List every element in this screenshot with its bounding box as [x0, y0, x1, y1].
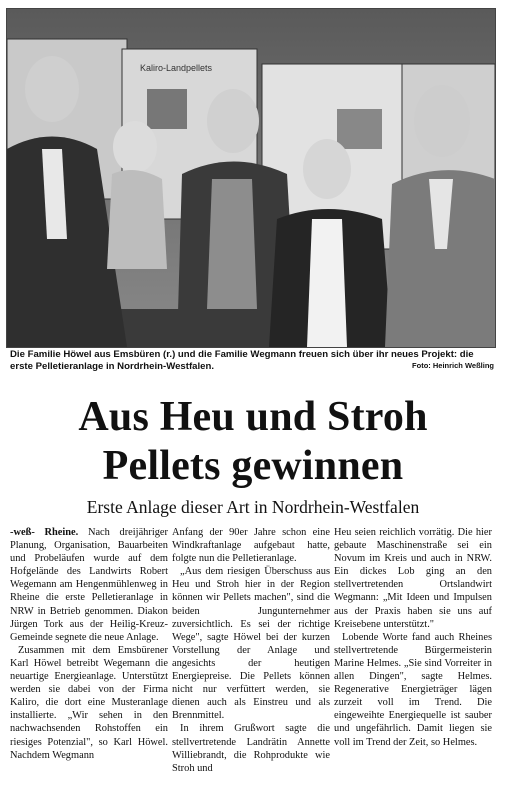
- dateline: -weß- Rheine.: [10, 527, 79, 538]
- article-paragraph: [10, 526, 168, 644]
- paragraph-text: Nach dreijähriger Planung, Organisation, Bauarbeiten und Probeläufen wurde auf dem Hofgelände des Landwirts Robert Wegemann am Hengenmühlenweg in Rheine die erste Pelletieranlage in NRW in Betrieb genommen. Diakon Jürgen Tork aus der Heilig-Kreuz-Gemeinde segnete die neue Anlage.: [10, 527, 168, 643]
- article-paragraph: In ihrem Grußwort sagte die stellvertretende Landrätin Annette Williebrandt, die Rohprodukte wie Stroh und: [172, 723, 330, 774]
- article-paragraph: Heu seien reichlich vorrätig. Die hier gebaute Maschinenstraße sei ein Novum im Kreis und auch in NRW. Ein dickes Lob ging an den stellvertretenden Ortslandwirt Wegmann: „Mit Ideen und Impulsen aus der Praxis haben sie uns auf Kreisebene unterstützt.": [334, 527, 492, 630]
- headline-line-1: Aus Heu und Stroh: [78, 394, 428, 440]
- article-column-3: [334, 526, 492, 749]
- article-paragraph: „Aus dem riesigen Überschuss aus Heu und Stroh hier in der Region können wir Pellets machen", sind die beiden Jungunternehmer zuversichtlich. Es sei der richtige Wege", sagte Höwel bei der kurzen Vorstellung der Anlage und angesichts der heutigen Energiepreise. Die Pellets können nicht nur verfüttert werden, sie dienen auch als Einstreu und als Brennmittel.: [172, 566, 330, 722]
- article-column-1: [10, 526, 168, 762]
- poster-text: Kaliro-Landpellets: [140, 63, 213, 73]
- subheadline: Erste Anlage dieser Art in Nordrhein-Westfalen: [86, 497, 420, 517]
- headline-line-2: Pellets gewinnen: [102, 443, 404, 489]
- article-column-2: [172, 526, 330, 775]
- article-paragraph: Zusammen mit dem Emsbürener Karl Höwel betreibt Wegemann die neuartige Energieanlage. Unterstützt werden sie dabei von der Firma Kaliro, die dort eine Musteranlage installierte. „Wir sehen in den nachwachsenden Rohstoffen ein riesiges Potenzial", so Karl Höwel. Nachdem Wegmann: [10, 644, 168, 761]
- photo-caption: Die Familie Höwel aus Emsbüren (r.) und die Familie Wegmann freuen sich über ihr neues Projekt: die erste Pelletieranlage in Nordrhein-Westfalen.: [10, 349, 474, 372]
- news-photo: [6, 8, 496, 348]
- article-paragraph: Anfang der 90er Jahre schon eine Windkraftanlage aufgebaut hatte, folgte nun die Pelletieranlage.: [172, 527, 330, 565]
- photo-credit: Foto: Heinrich Weßling: [412, 361, 494, 370]
- article-paragraph: Lobende Worte fand auch Rheines stellvertretende Bürgermeisterin Marine Helmes. „Sie sind Vorreiter in allen Dingen", sagte Helmes. Regenerative Energieträger lägen zurzeit voll im Trend. Die eingeweihte Energiequelle ist sauber und ungefährlich. Damit liegen sie voll im Trend der Zeit, so Helmes.: [334, 631, 492, 748]
